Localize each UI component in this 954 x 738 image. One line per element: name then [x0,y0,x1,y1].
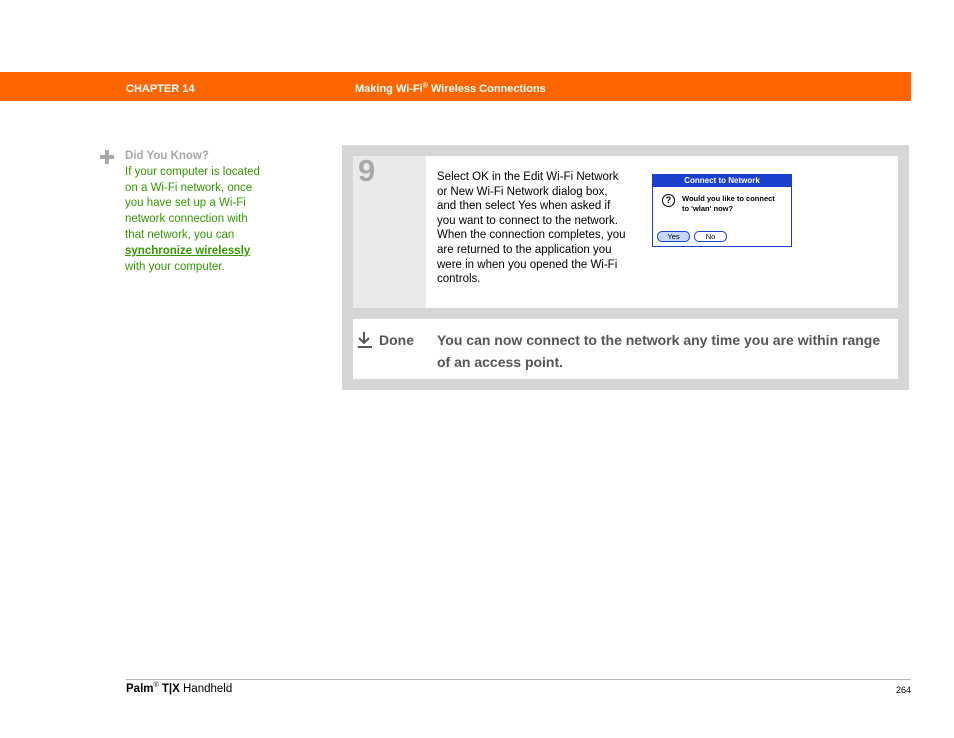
done-arrow-icon [357,331,373,349]
page-number: 264 [895,685,911,695]
dialog-message: Would you like to connect to 'wlan' now? [682,194,775,213]
dialog-yes-button: Yes [657,231,690,242]
dialog-title: Connect to Network [653,175,791,187]
registered-mark: ® [422,82,428,90]
footer-brand: Palm [126,683,154,695]
footer-product [126,683,232,695]
chapter-title [355,83,546,95]
tip-body [125,149,270,275]
step-instructions: Select OK in the Edit Wi-Fi Network or New Wi-Fi Network dialog box, and then select Yes when asked if you want to connect to the network. When the connection completes, you are returned to the application you were in when you opened the Wi-Fi controls. [437,171,626,286]
tip-heading: Did You Know? [125,150,209,162]
done-text: You can now connect to the network any time you are within range of an access point. [437,332,881,370]
tip-tail: with your computer. [125,260,225,273]
done-label: Done [379,332,414,348]
step-number: 9 [358,153,376,188]
footer-product-name: Handheld [179,683,233,695]
synchronize-wirelessly-link[interactable]: synchronize wirelessly [125,244,251,257]
chapter-title-main: Making Wi-Fi [355,83,423,95]
plus-icon [100,150,114,164]
did-you-know-tip [100,149,270,275]
footer-model: T|X [161,683,180,695]
question-icon: ? [662,194,675,207]
tip-text: If your computer is located on a Wi-Fi network, once you have set up a Wi-Fi network connection with that network, you can [125,165,260,241]
chapter-label: CHAPTER 14 [126,83,195,95]
connect-to-network-dialog-screenshot [652,174,792,247]
footer-divider [126,679,911,680]
chapter-title-rest: Wireless Connections [427,83,546,95]
dialog-no-button: No [694,231,727,242]
footer-registered-mark: ® [153,682,159,690]
